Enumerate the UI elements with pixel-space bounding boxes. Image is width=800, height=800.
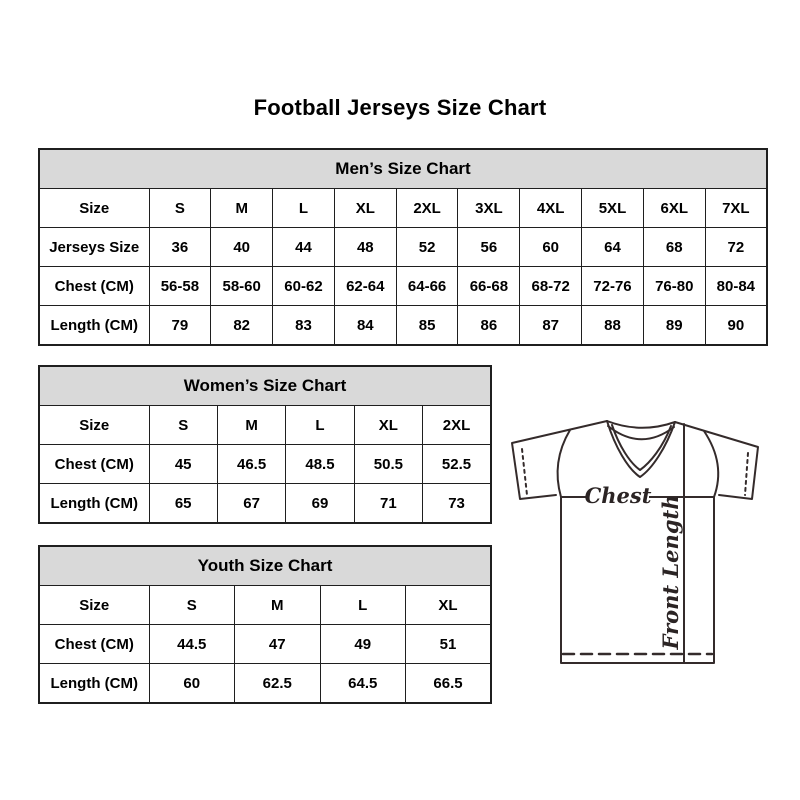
table-row — [39, 228, 767, 267]
chest-label: Chest — [584, 483, 652, 508]
size-value-cell: 2XL — [423, 406, 491, 445]
size-value-cell: 66.5 — [406, 664, 492, 704]
size-value-cell: 64.5 — [320, 664, 406, 704]
size-value-cell: 44.5 — [149, 625, 235, 664]
size-value-cell: 71 — [354, 484, 422, 524]
row-label-cell: Chest (CM) — [39, 445, 149, 484]
size-value-cell: 56 — [458, 228, 520, 267]
size-value-cell: 84 — [334, 306, 396, 346]
size-value-cell: 88 — [582, 306, 644, 346]
size-value-cell: 90 — [705, 306, 767, 346]
vneck-inner-line — [612, 425, 671, 470]
size-value-cell: 52 — [396, 228, 458, 267]
size-value-cell: 58-60 — [211, 267, 273, 306]
right-armhole-seam — [704, 431, 718, 497]
size-value-cell: 5XL — [582, 189, 644, 228]
size-value-cell: 48 — [334, 228, 396, 267]
size-value-cell: 4XL — [520, 189, 582, 228]
size-value-cell: 40 — [211, 228, 273, 267]
size-value-cell: 50.5 — [354, 445, 422, 484]
size-value-cell: 83 — [273, 306, 335, 346]
size-value-cell: 64 — [582, 228, 644, 267]
row-label-cell: Length (CM) — [39, 484, 149, 524]
size-value-cell: 80-84 — [705, 267, 767, 306]
size-value-cell: 64-66 — [396, 267, 458, 306]
size-value-cell: M — [217, 406, 285, 445]
size-value-cell: 72-76 — [582, 267, 644, 306]
size-value-cell: 69 — [286, 484, 354, 524]
size-value-cell: 51 — [406, 625, 492, 664]
table-row — [39, 484, 491, 524]
size-value-cell: 66-68 — [458, 267, 520, 306]
mens-size-table — [38, 148, 768, 346]
size-value-cell: 49 — [320, 625, 406, 664]
front-length-label: Front Length — [658, 494, 683, 650]
size-value-cell: 52.5 — [423, 445, 491, 484]
size-value-cell: 2XL — [396, 189, 458, 228]
table-row — [39, 445, 491, 484]
left-armhole-seam — [558, 430, 570, 497]
row-label-cell: Chest (CM) — [39, 267, 149, 306]
page-title: Football Jerseys Size Chart — [253, 95, 547, 120]
size-value-cell: 3XL — [458, 189, 520, 228]
row-label-cell: Length (CM) — [39, 306, 149, 346]
size-value-cell: 67 — [217, 484, 285, 524]
table-row — [39, 664, 491, 704]
size-value-cell: 44 — [273, 228, 335, 267]
table-title-row — [39, 149, 767, 189]
size-value-cell: XL — [354, 406, 422, 445]
size-value-cell: S — [149, 406, 217, 445]
size-value-cell: 76-80 — [643, 267, 705, 306]
size-value-cell: 72 — [705, 228, 767, 267]
row-label-cell: Size — [39, 586, 149, 625]
size-value-cell: 73 — [423, 484, 491, 524]
size-value-cell: 82 — [211, 306, 273, 346]
size-value-cell: L — [320, 586, 406, 625]
size-value-cell: 68-72 — [520, 267, 582, 306]
table-row — [39, 625, 491, 664]
size-value-cell: 60 — [520, 228, 582, 267]
collar-top-edge — [607, 421, 675, 428]
right-cuff-stitch-line — [745, 453, 748, 495]
size-value-cell: 65 — [149, 484, 217, 524]
jersey-measurement-diagram — [495, 400, 780, 675]
youth-size-table — [38, 545, 492, 704]
youth-table-title: Youth Size Chart — [39, 546, 491, 586]
size-value-cell: 60 — [149, 664, 235, 704]
size-value-cell: 86 — [458, 306, 520, 346]
size-value-cell: 87 — [520, 306, 582, 346]
size-value-cell: S — [149, 586, 235, 625]
size-value-cell: XL — [334, 189, 396, 228]
row-label-cell: Size — [39, 406, 149, 445]
size-value-cell: L — [286, 406, 354, 445]
size-value-cell: L — [273, 189, 335, 228]
womens-size-table — [38, 365, 492, 524]
size-value-cell: 36 — [149, 228, 211, 267]
table-title-row — [39, 546, 491, 586]
size-value-cell: 47 — [235, 625, 321, 664]
size-value-cell: 89 — [643, 306, 705, 346]
table-row — [39, 586, 491, 625]
row-label-cell: Jerseys Size — [39, 228, 149, 267]
size-value-cell: M — [235, 586, 321, 625]
table-row — [39, 267, 767, 306]
size-value-cell: M — [211, 189, 273, 228]
row-label-cell: Length (CM) — [39, 664, 149, 704]
size-value-cell: 79 — [149, 306, 211, 346]
row-label-cell: Chest (CM) — [39, 625, 149, 664]
size-value-cell: 68 — [643, 228, 705, 267]
size-value-cell: 62-64 — [334, 267, 396, 306]
table-title-row — [39, 366, 491, 406]
size-value-cell: S — [149, 189, 211, 228]
size-value-cell: 6XL — [643, 189, 705, 228]
left-cuff-stitch-line — [522, 449, 527, 495]
size-value-cell: 46.5 — [217, 445, 285, 484]
size-value-cell: 62.5 — [235, 664, 321, 704]
size-value-cell: 56-58 — [149, 267, 211, 306]
size-value-cell: 48.5 — [286, 445, 354, 484]
size-value-cell: 85 — [396, 306, 458, 346]
size-value-cell: 60-62 — [273, 267, 335, 306]
row-label-cell: Size — [39, 189, 149, 228]
size-value-cell: 7XL — [705, 189, 767, 228]
mens-table-title: Men’s Size Chart — [39, 149, 767, 189]
womens-table-title: Women’s Size Chart — [39, 366, 491, 406]
size-value-cell: 45 — [149, 445, 217, 484]
table-row — [39, 406, 491, 445]
table-row — [39, 189, 767, 228]
size-value-cell: XL — [406, 586, 492, 625]
table-row — [39, 306, 767, 346]
